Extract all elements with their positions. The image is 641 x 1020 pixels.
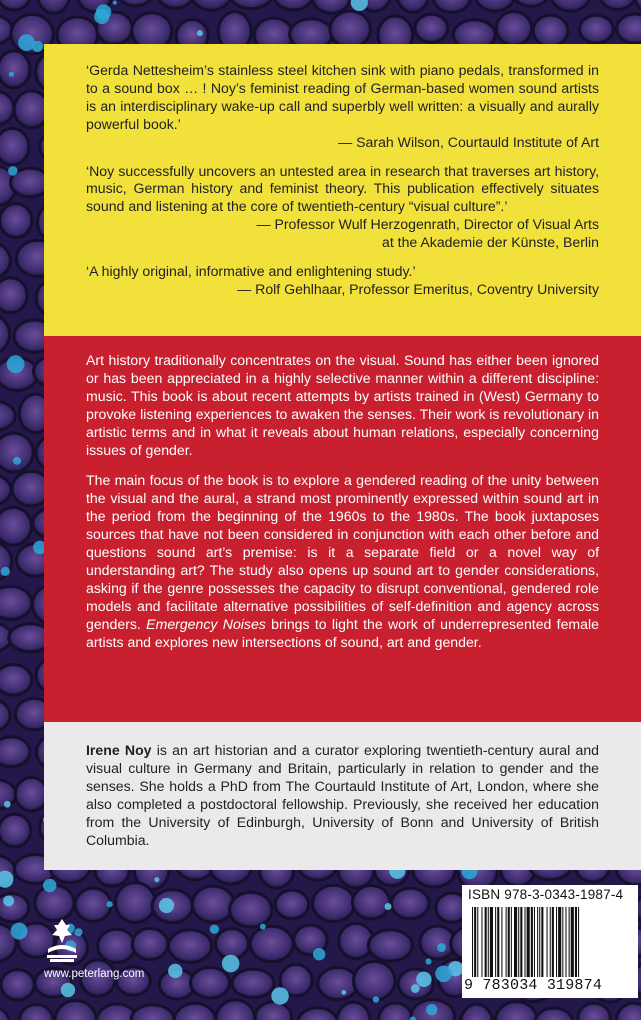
peter-lang-logo-icon [44,915,80,965]
author-bio-panel [44,722,641,870]
review-attribution-3: — Rolf Gehlhaar, Professor Emeritus, Coventry University [237,280,599,297]
publisher-website[interactable]: www.peterlang.com [44,968,145,980]
review-attribution-1: — Sarah Wilson, Courtauld Institute of Art [338,133,599,150]
barcode-digits: 9 783034 319874 [464,977,603,994]
author-bio-text: is an art historian and a curator exploring twentieth-century aural and visual culture in Germany and Britain, particularly in relation to gender and the senses. She holds a PhD from The Courtauld Institute of Art, London, where she also completed a postdoctoral fellowship. Previously, she received her education from the University of Edinburgh, University of Bonn and University of British Columbia. [86,742,599,848]
review-attribution-2a: — Professor Wulf Herzogenrath, Director of Visual Arts [256,216,599,233]
isbn-label: ISBN 978-3-0343-1987-4 [468,887,624,902]
description-paragraph-1: Art history traditionally concentrates on the visual. Sound has either been ignored or has been appreciated in a highly selective manner within a different discipline: music. This book is about recent attempts by artists trained in (West) Germany to provoke listening experiences to awaken the senses. Their work is revolutionary in artistic terms and in what it reveals about human relations, especially concerning issues of gender. [86,352,599,458]
description-panel [44,336,641,722]
barcode [472,907,630,979]
review-quote-1: ‘Gerda Nettesheim’s stainless steel kitchen sink with piano pedals, transformed in to a sound box … ! Noy’s feminist reading of German-based women sound artists is an interdisciplinary wake-up call and superbly well written: a visually and aurally powerful book.’ [86,62,599,132]
isbn-barcode-block [462,885,638,998]
description-paragraph-2 [86,472,599,651]
description-paragraph-2-end: brings to light the work of underrepresented female artists and explores new intersections of sound, art and gender. [86,615,599,650]
review-quote-3: ‘A highly original, informative and enlightening study.’ [86,263,416,280]
book-title: Emergency Noises [146,615,266,632]
description-paragraph-2-start: The main focus of the book is to explore a gendered reading of the unity between the visual and the aural, a strand most prominently expressed within sound art in the period from the beginning of the 1960s to the 1980s. The book juxtaposes sources that have not been considered in conjunction with each other before and questions sound art’s premise: is it a separate field or a novel way of understanding art? The study also opens up sound art to gender considerations, asking if the genre possesses the capacity to disrupt conventional, gendered role models and facilitate alternative possibilities of self-definition and agency across genders. [86,472,599,632]
author-bio [86,742,599,849]
review-attribution-2b: at the Akademie der Künste, Berlin [381,234,599,251]
reviews-panel [44,44,641,336]
review-quote-2: ‘Noy successfully uncovers an untested area in research that traverses art history, music, German history and feminist theory. This publication effectively situates sound and listening at the core of twentieth-century “visual culture”.’ [86,162,599,215]
author-name: Irene Noy [86,742,152,758]
